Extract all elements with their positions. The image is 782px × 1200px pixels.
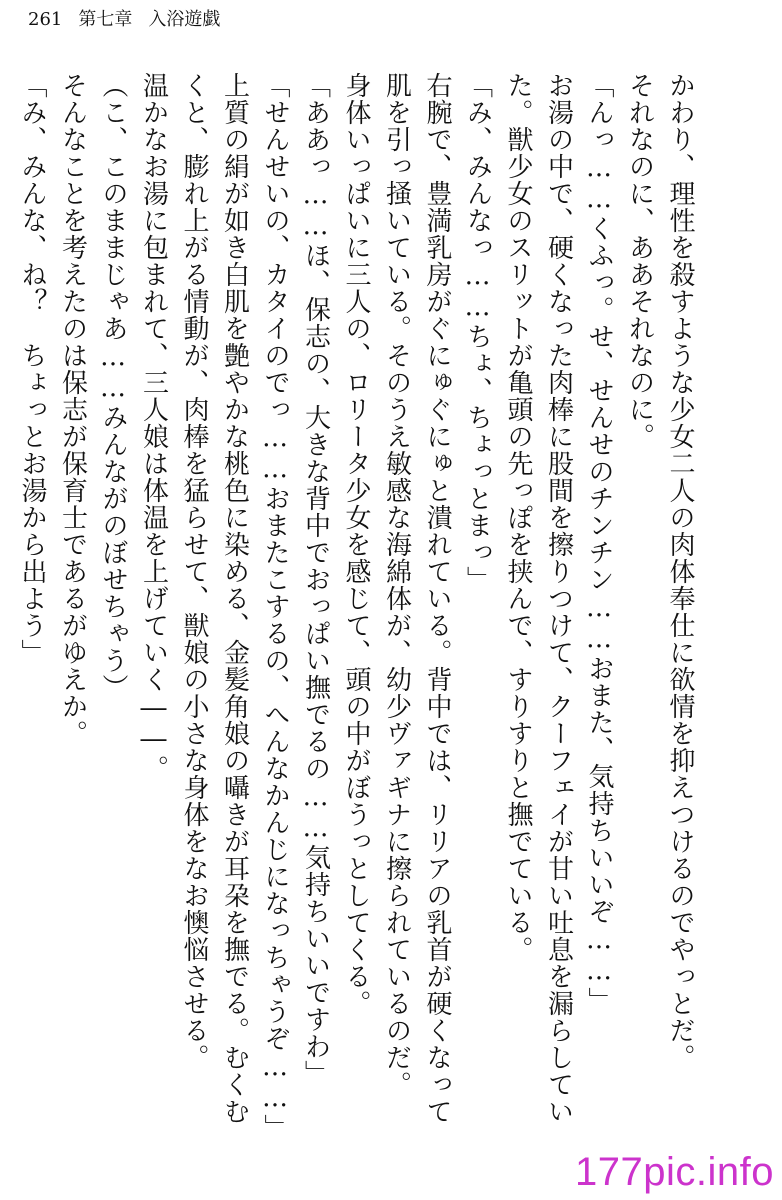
text-line: それなのに、ああそれなのに。 <box>624 72 655 450</box>
text-line: そんなことを考えたのは保志が保育士であるがゆえか。 <box>57 72 88 747</box>
text-line: くと、膨れ上がる情動が、肉棒を猛らせて、獣娘の小さな身体をなお懊悩させる。 <box>179 72 209 1071</box>
text-line: 「んっ……くふっ。せ、せんせのチンチン……おまた、気持ちいいぞ……」 <box>584 72 614 1014</box>
watermark: 177pic.info <box>575 1150 774 1194</box>
text-line: 肌を引っ掻いている。そのうえ敏感な海綿体が、幼少ヴァギナに擦られているのだ。 <box>381 72 412 1098</box>
page-number: 261 <box>28 9 63 30</box>
text-line: 「ああっ……ほ、保志の、大きな背中でおっぱい撫でるの……気持ちいいですわ」 <box>300 72 331 1087</box>
text-line: 温かなお湯に包まれて、三人娘は体温を上げていく――。 <box>138 72 169 782</box>
text-line: 上質の絹が如き白肌を艶やかな桃色に染める、金髪角娘の囁きが耳朶を撫でる。むくむ <box>219 72 250 1125</box>
text-line: かわり、理性を殺すような少女二人の肉体奉仕に欲情を抑えつけるのでやっとだ。 <box>665 72 695 1071</box>
text-line: 身体いっぱいに三人の、ロリータ少女を感じて、頭の中がぼうっとしてくる。 <box>341 72 371 1017</box>
text-line: （こ、このままじゃあ……みんながのぼせちゃう） <box>98 72 128 701</box>
text-line: 「み、みんなっ……ちょ、ちょっとまっ」 <box>462 72 493 593</box>
text-line: 「み、みんな、ね？ ちょっとお湯から出よう」 <box>17 72 47 666</box>
chapter-title: 入浴遊戯 <box>148 9 221 30</box>
text-line: た。獣少女のスリットが亀頭の先っぽを挟んで、すりすりと撫でている。 <box>503 72 533 963</box>
text-line: お湯の中で、硬くなった肉棒に股間を擦りつけて、クーフェイが甘い吐息を漏らしてい <box>543 72 574 1125</box>
text-line: 右腕で、豊満乳房がぐにゅぐにゅと潰れている。背中では、リリアの乳首が硬くなって <box>422 72 452 1125</box>
chapter-number: 第七章 <box>78 9 133 30</box>
running-head <box>28 8 220 32</box>
vertical-body-text <box>17 72 700 1142</box>
text-line: 「せんせいの、カタイのでっ……おまたこするの、へんなかんじになっちゃうぞ……」 <box>260 72 290 1141</box>
